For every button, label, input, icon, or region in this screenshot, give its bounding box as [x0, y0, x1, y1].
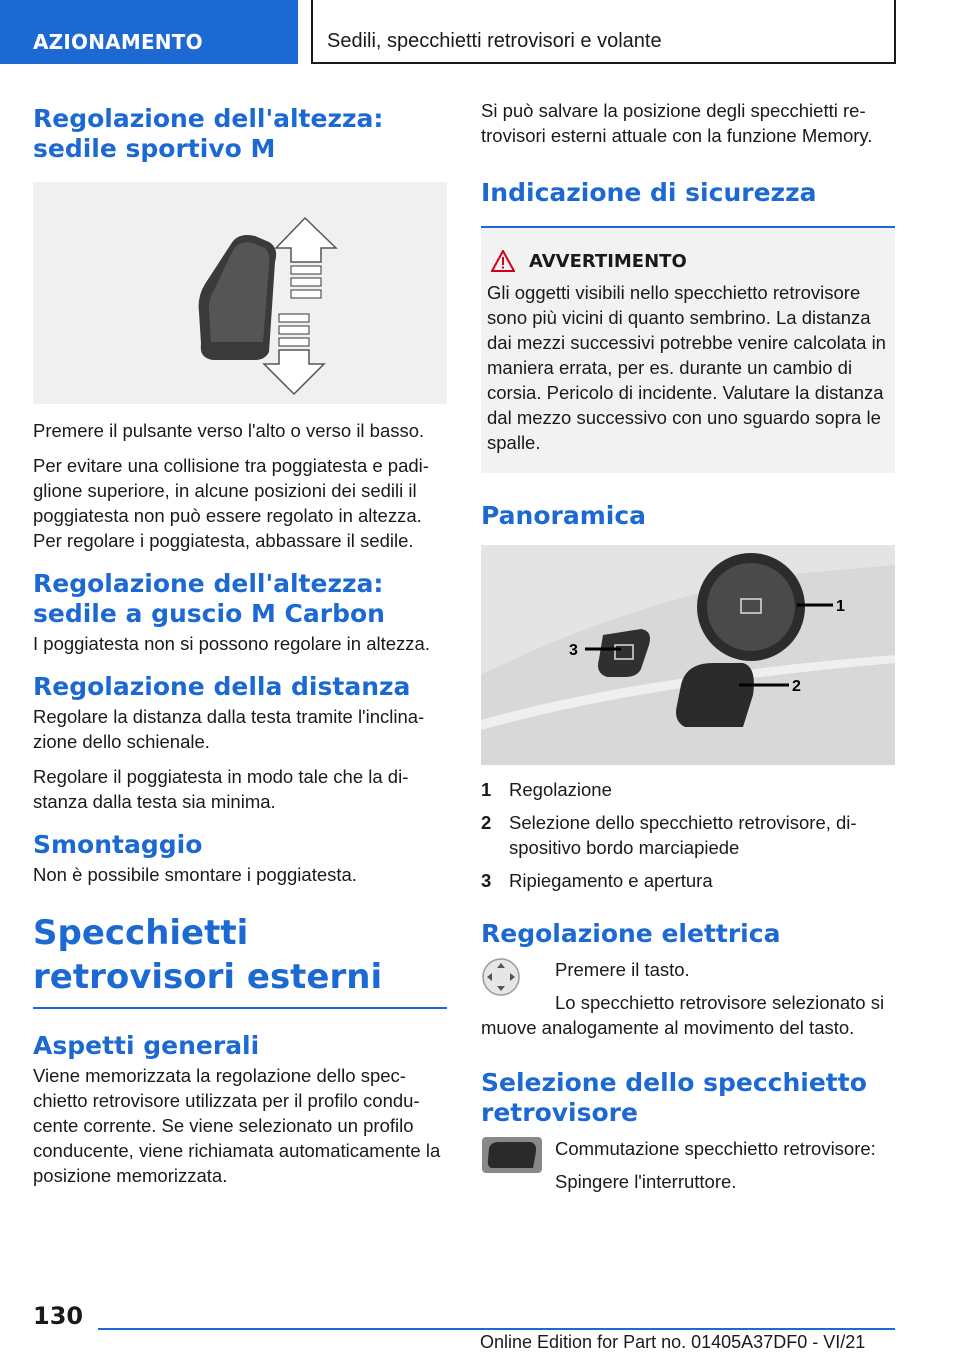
- heading-distance: Regolazione della distanza: [33, 672, 411, 701]
- text-memory: Si può salvare la posizione degli specchietti retrovisori esterni attuale con la funzione Memory.: [481, 100, 873, 146]
- warning-box: [481, 228, 895, 473]
- warning-title: AVVERTIMENTO: [529, 250, 687, 272]
- left-column: [33, 104, 447, 1188]
- section-divider: [33, 1007, 447, 1009]
- heading-overview: Panoramica: [481, 501, 647, 530]
- text-distance-1: Regolare la distanza dalla testa tramite l'inclinazione dello schienale.: [33, 706, 425, 752]
- callout-3: 3: [569, 642, 578, 659]
- mirror-switch-icon: [481, 1136, 543, 1174]
- direction-pad-icon: [481, 957, 521, 997]
- callout-1: 1: [836, 598, 845, 615]
- text-distance-2: Regolare il poggiatesta in modo tale che la distanza dalla testa sia minima.: [33, 766, 409, 812]
- heading-safety: Indicazione di sicurezza: [481, 178, 817, 207]
- footer-rule: [98, 1328, 895, 1330]
- text-mirror-select-2: Spingere l'interruttore.: [555, 1171, 737, 1192]
- text-removal: Non è possibile smontare i poggiatesta.: [33, 864, 357, 885]
- edition-note: Online Edition for Part no. 01405A37DF0 - VI/21: [480, 1332, 866, 1352]
- mirror-controls-figure: [481, 545, 895, 765]
- section-title: Sedili, specchietti retrovisori e volante: [311, 0, 896, 64]
- heading-electric-adjust: Regolazione elettrica: [481, 919, 781, 948]
- callout-2: 2: [792, 678, 801, 695]
- warning-text: Gli oggetti visibili nello specchietto retrovisore sono più vicini di quanto sembrino. La distanza dai mezzi successivi potrebbe venire calcolata in maniera errata, per es. durante un cambio di corsia. Pericolo di incidente. Valutare la distanza dal mezzo successivo con uno sguardo sopra le spalle.: [487, 282, 886, 453]
- text-mirror-select-1: Commutazione specchietto retrovisore:: [555, 1138, 876, 1159]
- warning-triangle-icon: [491, 250, 515, 272]
- heading-removal: Smontaggio: [33, 830, 203, 859]
- legend-number: 1: [481, 779, 492, 800]
- legend-item: [481, 777, 895, 802]
- heading-exterior-mirrors: Specchietti retrovisori esterni: [33, 913, 383, 997]
- legend-list: [481, 777, 895, 893]
- legend-number: 3: [481, 870, 492, 891]
- legend-item: [481, 810, 895, 860]
- text-general: Viene memorizzata la regolazione dello specchietto retrovisore utilizzata per il profilo conducente corrente. Se viene selezionato un profilo conducente, viene richiamata automaticamente la posizione memorizzata.: [33, 1065, 441, 1186]
- legend-text: Selezione dello specchietto retrovisore, dispositivo bordo marciapiede: [509, 812, 857, 858]
- headrest-switch-icon: [33, 182, 447, 404]
- mirror-adjust-knob-icon: [697, 553, 805, 661]
- legend-number: 2: [481, 812, 492, 833]
- heading-general: Aspetti generali: [33, 1031, 260, 1060]
- page-number: 130: [33, 1302, 84, 1330]
- mirror-select-switch-icon: [676, 663, 754, 727]
- headrest-button-figure: [33, 182, 447, 404]
- heading-carbon-seat: Regolazione dell'altezza: sedile a guscio M Carbon: [33, 569, 385, 628]
- mirror-select-block: [481, 1136, 895, 1194]
- legend-text: Regolazione: [509, 779, 612, 800]
- text-electric-1: Premere il tasto.: [555, 959, 690, 980]
- chapter-tab: AZIONAMENTO: [0, 0, 298, 64]
- legend-text: Ripiegamento e apertura: [509, 870, 713, 891]
- electric-adjust-block: [481, 957, 895, 1040]
- right-column: [481, 98, 895, 1194]
- text-electric-2: Lo specchietto retrovisore selezionato si muove analogamente al movimento del tasto.: [481, 992, 885, 1038]
- text-carbon-seat: I poggiatesta non si possono regolare in altezza.: [33, 633, 430, 654]
- heading-sport-seat: Regolazione dell'altezza: sedile sportivo M: [33, 104, 384, 163]
- text-sport-seat-1: Premere il pulsante verso l'alto o verso il basso.: [33, 420, 425, 441]
- legend-item: [481, 868, 895, 893]
- heading-mirror-select: Selezione dello specchietto retrovisore: [481, 1068, 867, 1127]
- text-sport-seat-2: Per evitare una collisione tra poggiatesta e padiglione superiore, in alcune posizioni dei sedili il poggiatesta non può essere regolato in altezza. Per regolare i poggiatesta, abbassare il sedile.: [33, 455, 429, 551]
